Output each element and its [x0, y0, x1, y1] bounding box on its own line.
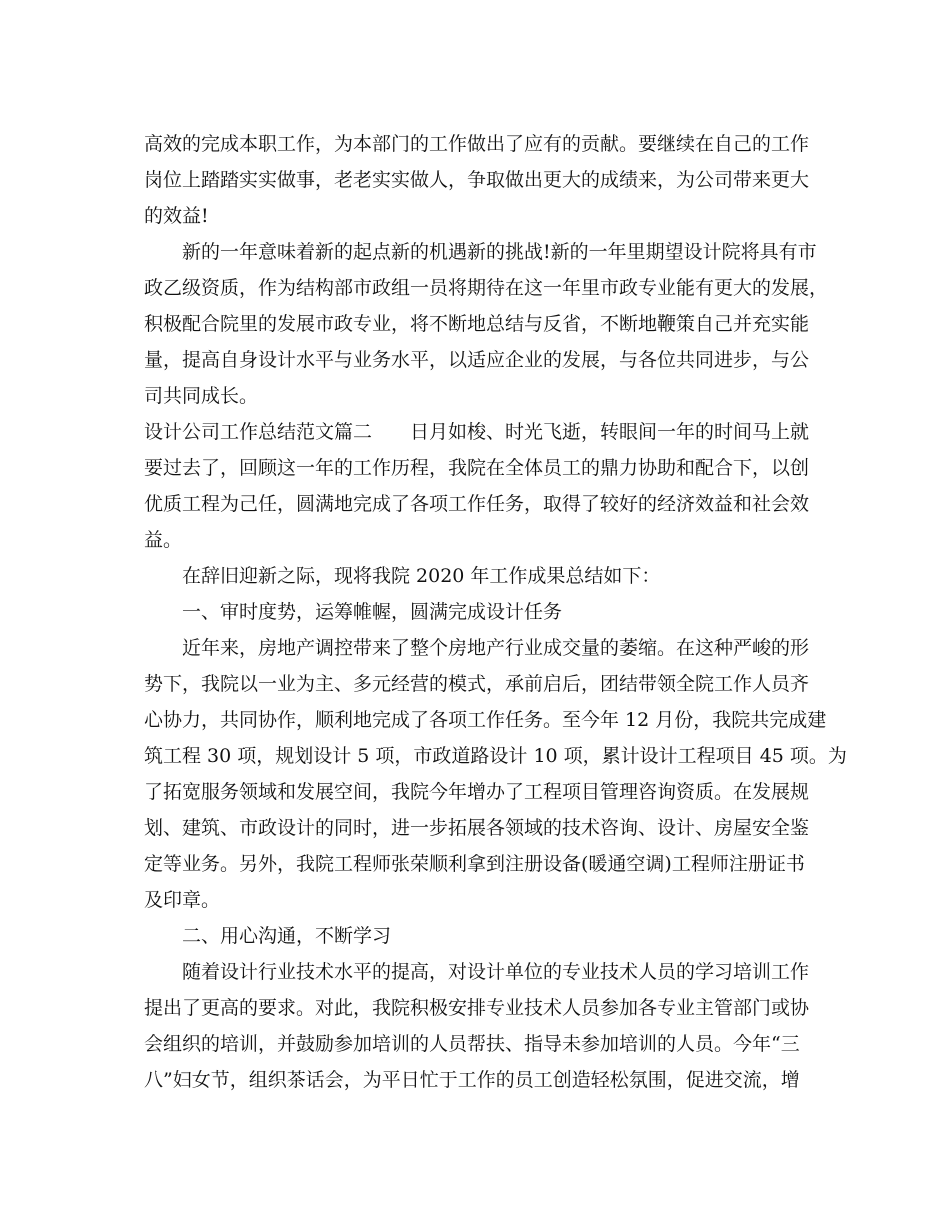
text-line: 筑工程 30 项，规划设计 5 项，市政道路设计 10 项，累计设计工程项目 45 项。为 — [144, 745, 847, 767]
text-line: 设计公司工作总结范文篇二 日月如梭、时光飞逝，转眼间一年的时间马上就 — [144, 421, 810, 443]
text-line: 提出了更高的要求。对此，我院积极安排专业技术人员参加各专业主管部门或协 — [144, 997, 810, 1019]
text-line: 司共同成长。 — [144, 385, 259, 407]
text-line: 及印章。 — [144, 889, 221, 911]
text-line: 要过去了，回顾这一年的工作历程，我院在全体员工的鼎力协助和配合下，以创 — [144, 457, 810, 479]
paragraph-p1 — [144, 126, 808, 234]
text-line: 划、建筑、市政设计的同时，进一步拓展各领域的技术咨询、设计、房屋安全鉴 — [144, 817, 810, 839]
text-line: 积极配合院里的发展市政专业，将不断地总结与反省，不断地鞭策自己并充实能 — [144, 313, 810, 335]
text-line: 益。 — [144, 529, 183, 551]
text-line: 近年来，房地产调控带来了整个房地产行业成交量的萎缩。在这种严峻的形 — [182, 637, 810, 659]
paragraph-p5 — [144, 594, 808, 630]
text-line: 岗位上踏踏实实做事，老老实实做人，争取做出更大的成绩来，为公司带来更大 — [144, 169, 810, 191]
text-line: 高效的完成本职工作，为本部门的工作做出了应有的贡献。要继续在自己的工作 — [144, 133, 810, 155]
paragraph-p6 — [144, 630, 847, 918]
paragraph-p2 — [144, 234, 829, 414]
text-line: 二、用心沟通，不断学习 — [182, 925, 392, 947]
text-line: 势下，我院以一业为主、多元经营的模式，承前启后，团结带领全院工作人员齐 — [144, 673, 810, 695]
text-line: 心协力，共同协作，顺利地完成了各项工作任务。至今年 12 月份，我院共完成建 — [144, 709, 827, 731]
text-line: 量，提高自身设计水平与业务水平，以适应企业的发展，与各位共同进步，与公 — [144, 349, 810, 371]
text-line: 新的一年意味着新的起点新的机遇新的挑战!新的一年里期望设计院将具有市 — [182, 241, 817, 263]
paragraph-p4 — [144, 558, 808, 594]
text-line: 会组织的培训，并鼓励参加培训的人员帮扶、指导未参加培训的人员。今年“三 — [144, 1033, 800, 1055]
paragraph-p7 — [144, 918, 808, 954]
text-line: 优质工程为己任，圆满地完成了各项工作任务，取得了较好的经济效益和社会效 — [144, 493, 810, 515]
text-line: 一、审时度势，运筹帷幄，圆满完成设计任务 — [182, 601, 563, 623]
text-line: 的效益! — [144, 205, 209, 227]
text-line: 了拓宽服务领域和发展空间，我院今年增办了工程项目管理咨询资质。在发展规 — [144, 781, 810, 803]
text-line: 八”妇女节，组织茶话会，为平日忙于工作的员工创造轻松氛围，促进交流，增 — [144, 1069, 800, 1091]
document-body — [144, 126, 847, 1098]
text-line: 定等业务。另外，我院工程师张荣顺利拿到注册设备(暖通空调)工程师注册证书 — [144, 853, 805, 875]
paragraph-p8 — [144, 954, 808, 1098]
text-line: 政乙级资质，作为结构部市政组一员将期待在这一年里市政专业能有更大的发展， — [144, 277, 829, 299]
paragraph-p3 — [144, 414, 808, 558]
text-line: 随着设计行业技术水平的提高，对设计单位的专业技术人员的学习培训工作 — [182, 961, 810, 983]
text-line: 在辞旧迎新之际，现将我院 2020 年工作成果总结如下： — [182, 565, 661, 587]
